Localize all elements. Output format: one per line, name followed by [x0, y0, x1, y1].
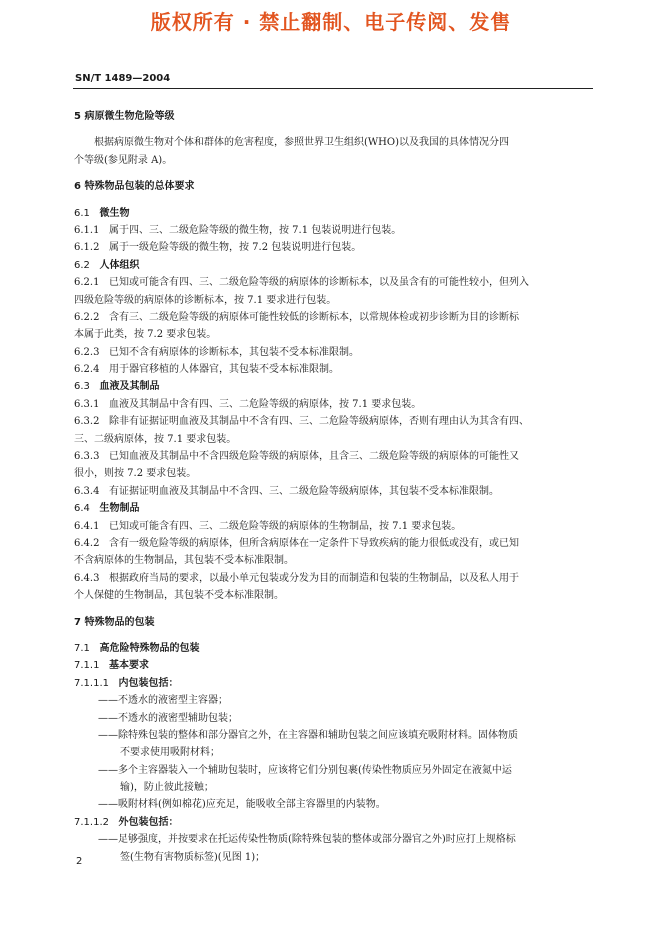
subsection-number: 7.1.1.1: [74, 677, 119, 689]
body-text-line: 6.2.2 含有三、二级危险等级的病原体可能性较低的诊断标本，以常规体检或初步诊断为目的诊断标: [74, 311, 519, 323]
subsection-title: 外包装包括：: [118, 816, 179, 828]
page-number: 2: [76, 856, 83, 867]
subsection-number: 7.1: [74, 642, 100, 654]
subsection-title: 微生物: [99, 207, 130, 219]
subsection-title: 人体组织: [99, 259, 140, 271]
body-text-line: ——不透水的液密型辅助包装；: [98, 712, 238, 724]
body-text-line: 签(生物有害物质标签)(见图 1)；: [120, 851, 266, 863]
body-text-line: ——除特殊包装的整体和部分器官之外，在主容器和辅助包装之间应该填充吸附材料。固体物质: [98, 729, 518, 741]
body-text-line: 根据病原微生物对个体和群体的危害程度，参照世界卫生组织(WHO)以及我国的具体情况分四: [94, 137, 509, 149]
body-text-line: 三、二级病原体，按 7.1 要求包装。: [74, 433, 237, 445]
section-heading: 7 特殊物品的包装: [74, 616, 155, 628]
subsection-number: 6.1: [74, 207, 100, 219]
subsection-heading: [74, 378, 590, 395]
subsection-heading: [74, 640, 590, 657]
section-heading: 5 病原微生物危险等级: [74, 111, 175, 122]
body-text-line: 不含病原体的生物制品，其包装不受本标准限制。: [74, 555, 294, 567]
body-text-line: 6.2.3 已知不含有病原体的诊断标本，其包装不受本标准限制。: [74, 346, 359, 358]
subsection-heading: [74, 675, 590, 692]
copyright-watermark: 版权所有 · 禁止翻制、电子传阅、发售: [150, 10, 512, 34]
subsection-title: 内包装包括：: [118, 677, 179, 689]
body-text-line: ——多个主容器装入一个辅助包装时，应该将它们分别包裹(传染性物质应另外固定在液氮中运: [98, 764, 512, 776]
body-text-line: 很小，则按 7.2 要求包装。: [74, 468, 197, 480]
body-text-line: 6.3.4 有证据证明血液及其制品中不含四、三、二级危险等级病原体，其包装不受本标准限制。: [74, 485, 499, 497]
body-text-line: 6.3.3 已知血液及其制品中不含四级危险等级的病原体，且含三、二级危险等级的病原体的可能性又: [74, 451, 519, 463]
body-text-line: 6.1.1 属于四、三、二级危险等级的微生物，按 7.1 包装说明进行包装。: [74, 224, 402, 236]
spacer: [74, 169, 590, 178]
spacer: [74, 605, 590, 614]
body-text-line: ——不透水的液密型主容器；: [98, 695, 228, 707]
document-number: SN/T 1489—2004: [75, 73, 171, 84]
subsection-title: 血液及其制品: [99, 381, 160, 393]
subsection-heading: [74, 205, 590, 222]
body-text-line: 四级危险等级的病原体的诊断标本，按 7.1 要求进行包装。: [74, 294, 337, 306]
subsection-number: 7.1.1.2: [74, 816, 119, 828]
subsection-number: 6.4: [74, 503, 100, 515]
subsection-title: 生物制品: [99, 503, 140, 515]
document-body: [74, 108, 590, 866]
subsection-title: 基本要求: [108, 660, 149, 672]
body-text-line: 6.4.2 含有一级危险等级的病原体，但所含病原体在一定条件下导致疾病的能力很低或没有，或已知: [74, 537, 519, 549]
body-text-line: 输)，防止彼此接触；: [120, 782, 214, 794]
header-divider: [73, 88, 593, 89]
body-text-line: ——吸附材料(例如棉花)应充足，能吸收全部主容器里的内装物。: [98, 799, 386, 811]
section-heading: 6 特殊物品包装的总体要求: [74, 181, 195, 193]
spacer: [74, 196, 590, 205]
body-text-line: 本属于此类，按 7.2 要求包装。: [74, 329, 217, 341]
body-text-line: ——足够强度，并按要求在托运传染性物质(除特殊包装的整体或部分器官之外)时应打上规格标: [98, 834, 516, 846]
body-text-line: 6.4.3 根据政府当局的要求，以最小单元包装或分发为目的而制造和包装的生物制品，以及私人用于: [74, 572, 519, 584]
body-text-line: 6.2.1 已知或可能含有四、三、二级危险等级的病原体的诊断标本，以及虽含有的可能性较小，但列入: [74, 277, 529, 289]
body-text-line: 个等级(参见附录 A)。: [74, 154, 173, 166]
subsection-heading: [74, 657, 590, 674]
subsection-number: 6.3: [74, 381, 100, 393]
body-text-line: 6.4.1 已知或可能含有四、三、二级危险等级的病原体的生物制品，按 7.1 要求包装。: [74, 520, 462, 532]
subsection-title: 高危险特殊物品的包装: [99, 642, 200, 654]
spacer: [74, 631, 590, 640]
body-text-line: 6.1.2 属于一级危险等级的微生物，按 7.2 包装说明进行包装。: [74, 242, 362, 254]
subsection-heading: [74, 814, 590, 831]
body-text-line: 个人保健的生物制品，其包装不受本标准限制。: [74, 590, 284, 602]
spacer: [74, 125, 590, 134]
body-text-line: 6.3.2 除非有证据证明血液及其制品中不含有四、三、二危险等级病原体，否则有理由认为其含有四、: [74, 416, 529, 428]
body-text-line: 不要求使用吸附材料；: [120, 747, 220, 759]
subsection-heading: [74, 257, 590, 274]
subsection-heading: [74, 500, 590, 517]
body-text-line: 6.2.4 用于器官移植的人体器官，其包装不受本标准限制。: [74, 364, 339, 376]
subsection-number: 7.1.1: [74, 660, 109, 672]
subsection-number: 6.2: [74, 259, 100, 271]
body-text-line: 6.3.1 血液及其制品中含有四、三、二危险等级的病原体，按 7.1 要求包装。: [74, 398, 422, 410]
